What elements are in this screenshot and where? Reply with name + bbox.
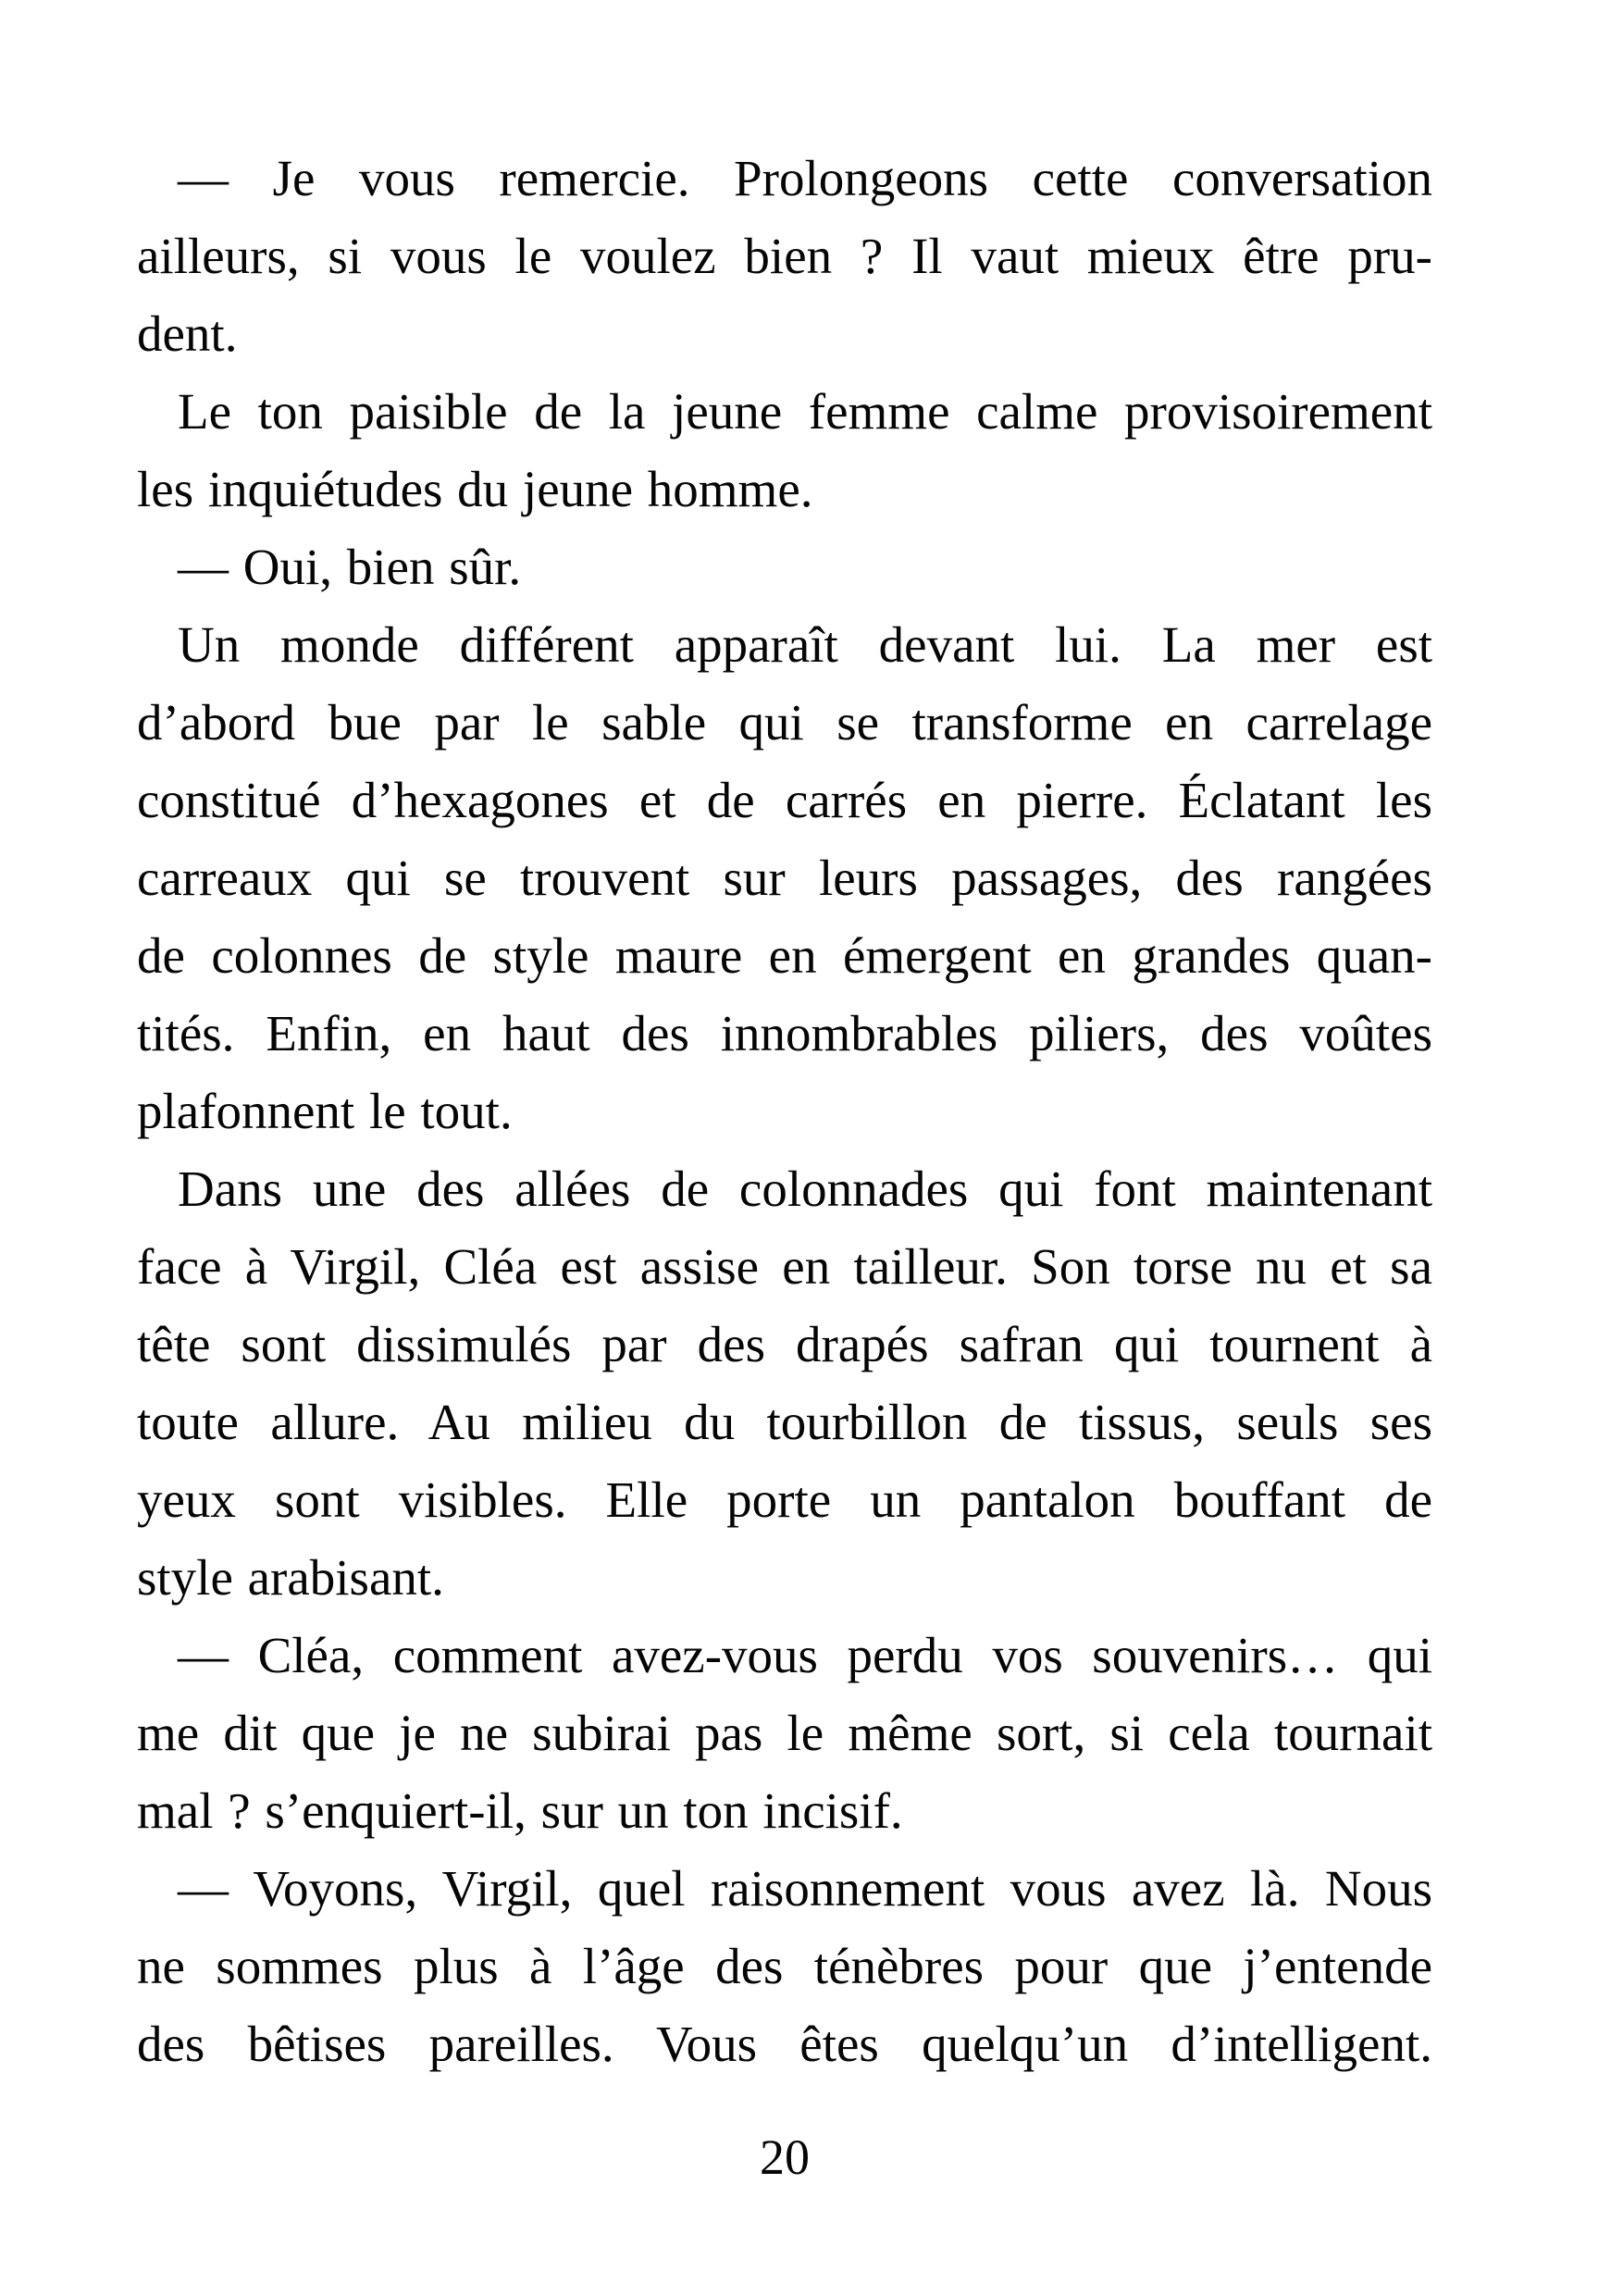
text-line: ne sommes plus à l’âge des ténèbres pour que j’entende: [137, 1938, 1432, 1994]
page-number: 20: [760, 2129, 810, 2185]
text-line: constitué d’hexagones et de carrés en pierre. Éclatant les: [137, 772, 1432, 828]
text-line: Un monde différent apparaît devant lui. La mer est: [178, 616, 1432, 673]
text-line: les inquiétudes du jeune homme.: [137, 461, 813, 517]
text-line: Le ton paisible de la jeune femme calme provisoirement: [178, 383, 1432, 440]
text-line: mal ? s’enquiert-il, sur un ton incisif.: [137, 1782, 903, 1839]
text-line: dent.: [137, 305, 238, 362]
text-line: tités. Enfin, en haut des innombrables piliers, des voûtes: [137, 1005, 1432, 1061]
text-line: plafonnent le tout.: [137, 1083, 513, 1139]
text-line: toute allure. Au milieu du tourbillon de tissus, seuls ses: [137, 1394, 1432, 1450]
text-line: me dit que je ne subirai pas le même sort, si cela tournait: [137, 1705, 1432, 1761]
text-line: — Oui, bien sûr.: [178, 539, 522, 595]
text-line: tête sont dissimulés par des drapés safran qui tournent à: [137, 1316, 1432, 1372]
text-line: style arabisant.: [137, 1549, 444, 1606]
text-line: — Voyons, Virgil, quel raisonnement vous avez là. Nous: [178, 1860, 1432, 1917]
text-line: d’abord bue par le sable qui se transforme en carrelage: [137, 694, 1432, 751]
text-line: ailleurs, si vous le voulez bien ? Il vaut mieux être pru-: [137, 228, 1432, 284]
text-line: — Cléa, comment avez-vous perdu vos souvenirs… qui: [178, 1627, 1432, 1683]
text-block: [137, 140, 1432, 2083]
text-line: Dans une des allées de colonnades qui font maintenant: [178, 1160, 1432, 1217]
text-line: de colonnes de style maure en émergent en grandes quan-: [137, 927, 1432, 984]
text-line: des bêtises pareilles. Vous êtes quelqu’un d’intelligent.: [137, 2016, 1432, 2072]
text-line: — Je vous remercie. Prolongeons cette conversation: [178, 150, 1432, 206]
text-line: yeux sont visibles. Elle porte un pantalon bouffant de: [137, 1471, 1432, 1528]
text-line: face à Virgil, Cléa est assise en tailleur. Son torse nu et sa: [137, 1238, 1432, 1295]
text-line: carreaux qui se trouvent sur leurs passages, des rangées: [137, 850, 1432, 906]
